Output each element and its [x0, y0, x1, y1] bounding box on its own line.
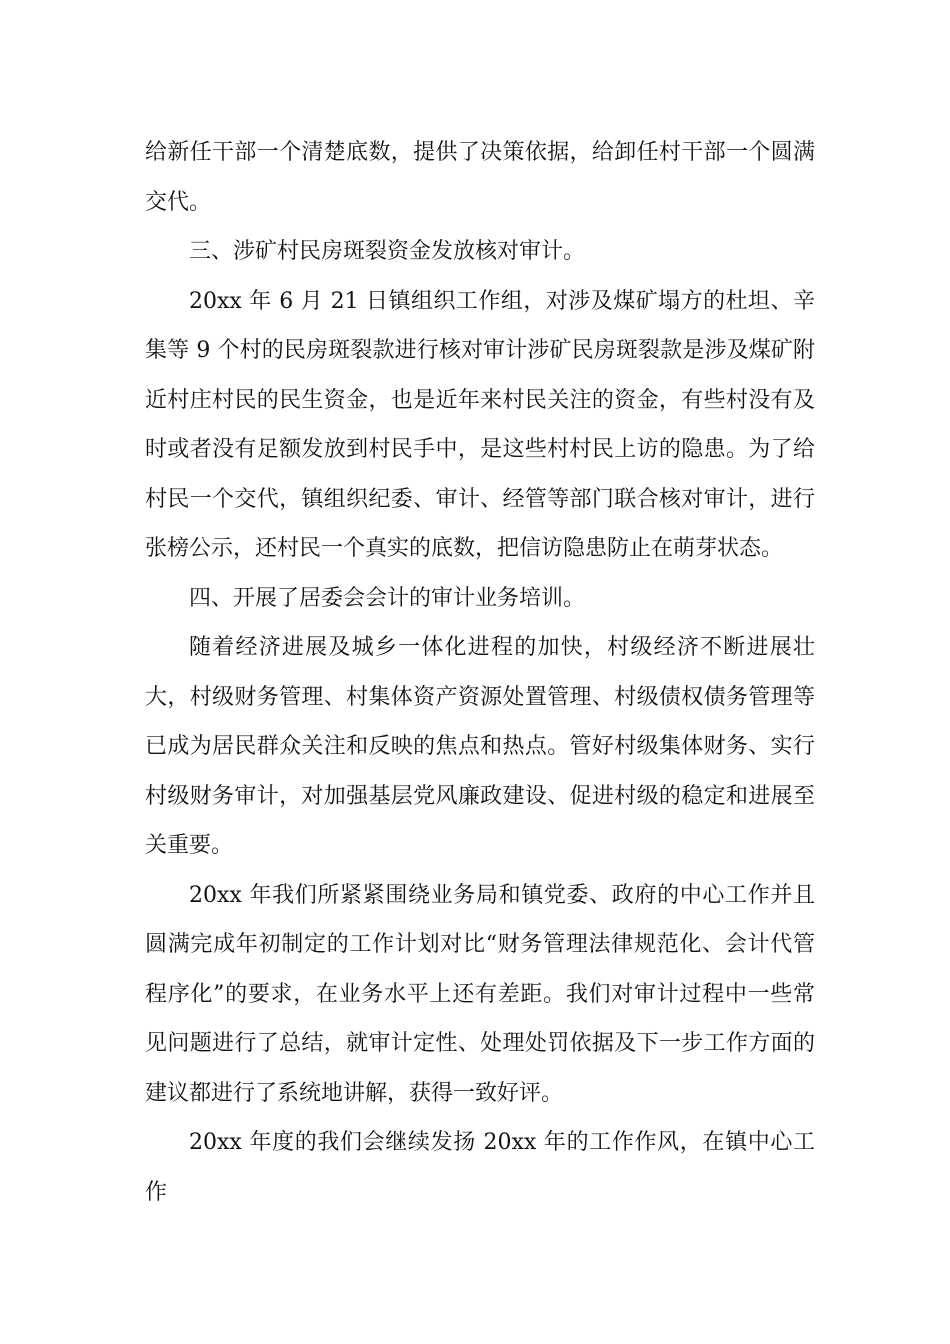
paragraph-mining-audit: 20xx 年 6 月 21 日镇组织工作组，对涉及煤矿塌方的杜坦、辛集等 9 个村的民房斑裂款进行核对审计涉矿民房斑裂款是涉及煤矿附近村庄村民的民生资金，也是近年来村民关注的资金，有些村没有及时或者没有足额发放到村民手中，是这些村村民上访的隐患。为了给村民一个交代，镇组织纪委、审计、经管等部门联合核对审计，进行张榜公示，还村民一个真实的底数，把信访隐患防止在萌芽状态。 — [145, 288, 815, 561]
paragraph-next-year: 20xx 年度的我们会继续发扬 20xx 年的工作作风，在镇中心工作 — [145, 1130, 815, 1205]
paragraph-village-finance: 随着经济进展及城乡一体化进程的加快，村级经济不断进展壮大，村级财务管理、村集体资产资源处置管理、村级债权债务管理等已成为居民群众关注和反映的焦点和热点。管好村级集体财务、实行村级财务审计，对加强基层党风廉政建设、促进村级的稳定和进展至关重要。 — [145, 635, 815, 858]
document-body — [145, 128, 815, 1217]
paragraph-continuation: 给新任干部一个清楚底数，提供了决策依据，给卸任村干部一个圆满交代。 — [145, 140, 815, 215]
section-heading-4: 四、开展了居委会会计的审计业务培训。 — [189, 585, 586, 611]
paragraph-annual-summary: 20xx 年我们所紧紧围绕业务局和镇党委、政府的中心工作并且圆满完成年初制定的工作计划对比“财务管理法律规范化、会计代管程序化”的要求，在业务水平上还有差距。我们对审计过程中一些常见问题进行了总结，就审计定性、处理处罚依据及下一步工作方面的建议都进行了系统地讲解，获得一致好评。 — [145, 882, 815, 1106]
section-heading-3: 三、涉矿村民房斑裂资金发放核对审计。 — [189, 239, 586, 264]
